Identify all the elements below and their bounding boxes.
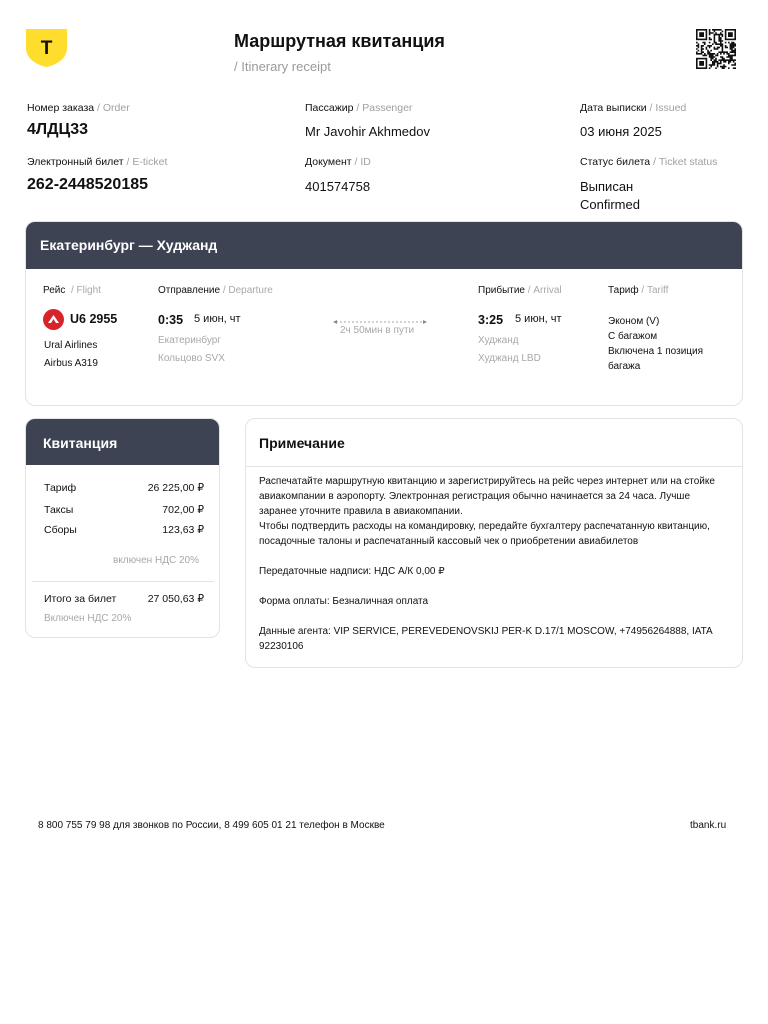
- page-title: Маршрутная квитанция: [234, 31, 445, 51]
- departure-time: 0:35: [158, 313, 184, 327]
- arrival-label: Прибытие / Arrival: [478, 285, 562, 296]
- tariff-details: [608, 314, 728, 374]
- aircraft-type: Airbus A319: [44, 358, 98, 369]
- receipt-card: [25, 418, 220, 638]
- passenger-name: Mr Javohir Akhmedov: [305, 124, 430, 139]
- tariff-baggage-count: Включена 1 позиция багажа: [608, 346, 704, 372]
- qr-code: [696, 29, 736, 69]
- issued-label: Дата выписки / Issued: [580, 102, 687, 114]
- flight-label: Рейс / Flight: [43, 285, 101, 296]
- flight-duration: 2ч 50мин в пути: [340, 325, 415, 336]
- ticket-status-en: Confirmed: [580, 197, 640, 212]
- arrival-date: 5 июн, чт: [515, 313, 562, 325]
- page-subtitle: / Itinerary receipt: [234, 59, 331, 74]
- flight-number: U6 2955: [70, 312, 118, 326]
- receipt-vat-note: включен НДС 20%: [113, 555, 199, 566]
- route-card: [25, 221, 743, 406]
- tbank-logo: [26, 29, 67, 67]
- ural-airlines-logo-icon: [43, 309, 64, 330]
- logo-letter: Т: [40, 38, 53, 59]
- departure-airport: Кольцово SVX: [158, 353, 225, 364]
- route-arrow-icon: [333, 314, 427, 324]
- eticket-label: Электронный билет / E-ticket: [27, 156, 168, 168]
- order-number: 4ЛДЦ33: [27, 121, 89, 138]
- receipt-row-taxes: Таксы 702,00 ₽: [44, 504, 204, 516]
- footer-phones: 8 800 755 79 98 для звонков по России, 8 499 605 01 21 телефон в Москве: [38, 820, 385, 831]
- airline-name: Ural Airlines: [44, 340, 98, 351]
- receipt-total: Итого за билет 27 050,63 ₽: [44, 593, 204, 605]
- ticket-status-label: Статус билета / Ticket status: [580, 156, 718, 168]
- arrival-time: 3:25: [478, 313, 504, 327]
- note-expenses-text: Чтобы подтвердить расходы на командировку, передайте бухгалтеру распечатанную квитанцию, посадочные талоны и распечатанный кассовый чек о приобретении авиабилетов: [259, 521, 710, 547]
- receipt-title: Квитанция: [26, 419, 219, 465]
- document-number: 401574758: [305, 179, 371, 194]
- note-body: [259, 474, 729, 654]
- departure-date: 5 июн, чт: [194, 313, 241, 325]
- departure-city: Екатеринбург: [158, 335, 221, 346]
- order-label: Номер заказа / Order: [27, 102, 130, 114]
- issued-date: 03 июня 2025: [580, 124, 662, 139]
- departure-label: Отправление / Departure: [158, 285, 273, 296]
- tariff-baggage: С багажом: [608, 331, 658, 342]
- arrival-city: Худжанд: [478, 335, 519, 346]
- tariff-class: Эконом (V): [608, 316, 660, 327]
- tariff-label: Тариф / Tariff: [608, 285, 669, 296]
- note-endorsements: Передаточные надписи: НДС А/К 0,00 ₽: [259, 566, 445, 577]
- eticket-number: 262-2448520185: [27, 176, 149, 193]
- footer-site-link[interactable]: tbank.ru: [690, 820, 727, 831]
- note-checkin-text: Распечатайте маршрутную квитанцию и зарегистрируйтесь на рейс через интернет или на стойке авиакомпании в аэропорту. Электронная регистрация обычно начинается за 24 часа. Лучше заранее уточните правила в авиакомпании.: [259, 476, 715, 517]
- ticket-status-ru: Выписан: [580, 179, 634, 194]
- arrival-airport: Худжанд LBD: [478, 353, 541, 364]
- note-title: Примечание: [246, 419, 742, 467]
- note-payment-form: Форма оплаты: Безналичная оплата: [259, 596, 429, 607]
- receipt-row-fare: Тариф 26 225,00 ₽: [44, 482, 204, 494]
- passenger-label: Пассажир / Passenger: [305, 102, 413, 114]
- document-label: Документ / ID: [305, 156, 371, 168]
- route-title: Екатеринбург — Худжанд: [26, 222, 742, 269]
- receipt-total-vat: Включен НДС 20%: [44, 613, 132, 624]
- receipt-row-fees: Сборы 123,63 ₽: [44, 524, 204, 536]
- note-card: [245, 418, 743, 668]
- receipt-divider: [32, 581, 214, 582]
- note-agent-data: Данные агента: VIP SERVICE, PEREVEDENOVSKIJ PER-K D.17/1 MOSCOW, +74956264888, IATA 92230106: [259, 626, 713, 652]
